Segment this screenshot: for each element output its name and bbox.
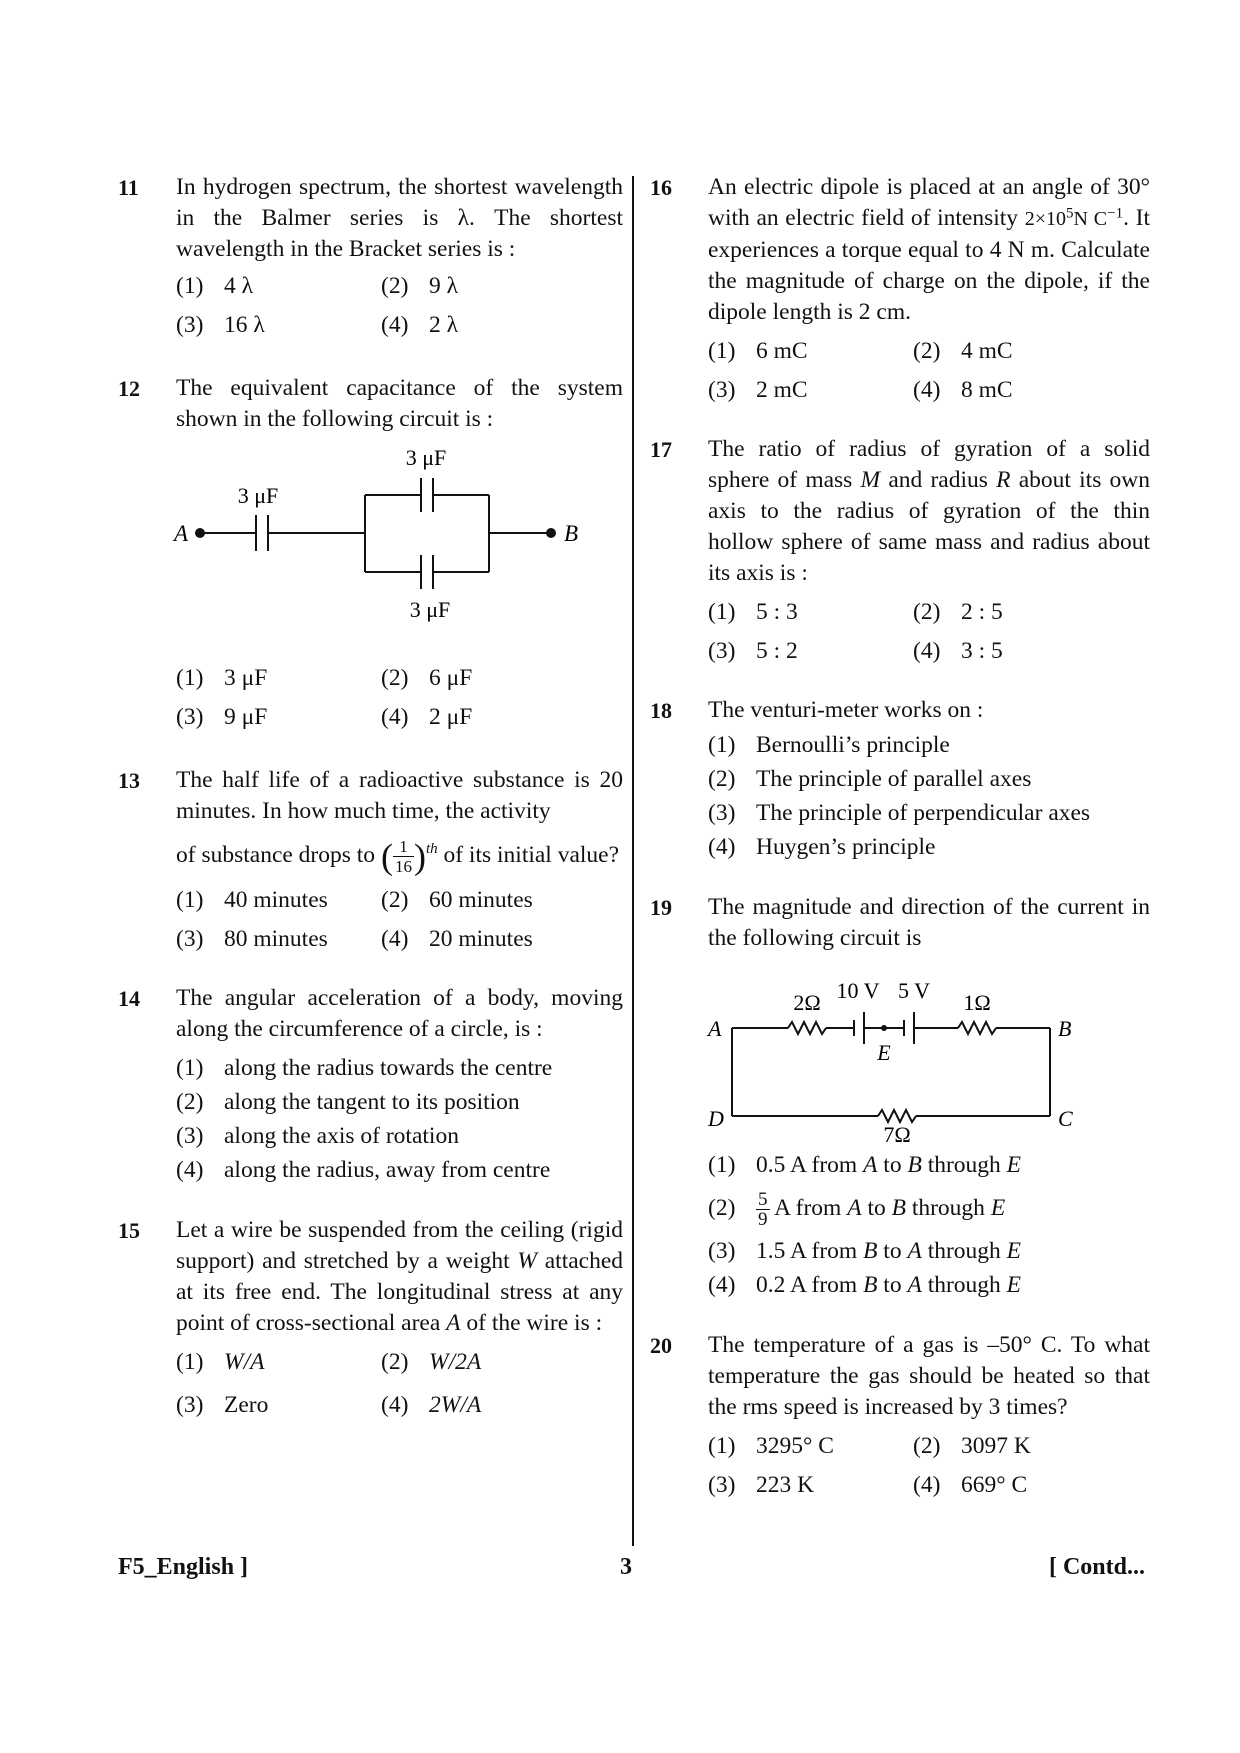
question-number: 19 <box>650 895 672 920</box>
option-2: (2) $\frac{5}{9}$ A from A to B through E <box>708 1189 1006 1231</box>
option-2: (2) 2 : 5 <box>913 599 1003 625</box>
question-12 <box>118 373 623 733</box>
battery-label-5v: 5 V <box>898 978 930 1003</box>
option-4: (4) 2 λ <box>381 312 459 338</box>
question-number: 14 <box>118 985 140 1011</box>
column-divider <box>632 176 634 1546</box>
option-1: (1) 6 mC <box>708 338 808 364</box>
option-3: (3) 16 λ <box>176 312 265 338</box>
option-4: (4) 20 minutes <box>381 925 533 952</box>
left-column <box>118 172 623 1421</box>
option-1: (1) 3295° C <box>708 1433 834 1459</box>
option-3: (3) 223 K <box>708 1472 815 1498</box>
option-2: (2) 3097 K <box>913 1433 1031 1459</box>
question-text: The temperature of a gas is –50° C. To what temperature the gas should be heated so that the rms speed is increased by 3 times? <box>708 1332 1150 1420</box>
option-3: (3) 2 mC <box>708 377 808 403</box>
capacitor-label-series: 3 μF <box>237 483 279 508</box>
footer-page-number: 3 <box>620 1554 632 1580</box>
footer-paper-code: F5_English ] <box>118 1554 249 1580</box>
option-1: (1) 5 : 3 <box>708 599 798 625</box>
question-number: 20 <box>650 1333 672 1358</box>
option-4: (4) 3 : 5 <box>913 638 1003 664</box>
label-d: D <box>708 1106 724 1131</box>
option-3: (3) 9 μF <box>176 704 268 730</box>
label-a: A <box>174 521 189 546</box>
resistor-battery-circuit-diagram <box>708 964 1138 1147</box>
question-text: The angular acceleration of a body, moving along the circumference of a circle, is : <box>176 984 623 1042</box>
fraction-one-sixteenth: ( $\frac{1}{16}$ )$^{th}$ <box>380 836 438 877</box>
label-b: B <box>1058 1016 1072 1041</box>
option-3: (3) 80 minutes <box>176 925 328 952</box>
question-15 <box>118 1215 623 1421</box>
options <box>708 728 1150 864</box>
question-20 <box>650 1330 1150 1501</box>
options <box>176 885 623 955</box>
question-text: The equivalent capacitance of the system shown in the following circuit is : <box>176 375 623 432</box>
question-text: The magnitude and direction of the current in the following circuit is <box>708 894 1150 951</box>
option-4: (4) along the radius, away from centre <box>176 1156 551 1183</box>
question-13 <box>118 765 623 955</box>
option-4: (4) 669° C <box>913 1472 1028 1498</box>
question-text: The venturi-meter works on : <box>708 697 984 723</box>
question-number: 17 <box>650 437 672 462</box>
field-intensity-value: $2\times 10^5N$ $C^{-1}$ <box>1024 205 1124 230</box>
option-3: (3) along the axis of rotation <box>176 1122 459 1149</box>
option-3: (3) The principle of perpendicular axes <box>708 800 1091 826</box>
question-14 <box>118 983 623 1187</box>
capacitor-label-top: 3 μF <box>405 445 447 470</box>
question-text: An electric dipole is placed at an angle of 30° with an electric field of intensity $2\times 10^5N$ $C^{-1}$. It experiences a torque equal to 4 N m. Calculate the magnitude of charge on the dipole, if the dipole length is 2 cm. <box>708 174 1150 325</box>
option-1: (1) 0.5 A from A to B through E <box>708 1152 1022 1178</box>
option-4: (4) 8 mC <box>913 377 1013 403</box>
options <box>708 1431 1150 1501</box>
options <box>708 336 1150 406</box>
option-2: (2) The principle of parallel axes <box>708 766 1032 792</box>
option-1: (1) 40 minutes <box>176 886 328 913</box>
footer-continued: [ Contd... <box>1048 1554 1145 1580</box>
question-18 <box>650 695 1150 864</box>
option-3: (3) 5 : 2 <box>708 638 798 664</box>
battery-label-10v: 10 V <box>836 978 880 1003</box>
question-number: 13 <box>118 768 140 793</box>
question-number: 16 <box>650 175 672 200</box>
option-2: (2) 9 λ <box>381 273 459 299</box>
question-text: The ratio of radius of gyration of a solid sphere of mass M and radius R about its own axis to the radius of gyration of the thin hollow sphere of same mass and radius about its axis is : <box>708 436 1151 586</box>
question-text: The half life of a radioactive substance is 20 minutes. In how much time, the activity of substance drops to ( $\frac{1}{16}$ )$^{th}$ of its initial value? <box>176 767 623 877</box>
options <box>176 663 623 733</box>
option-4: (4) Huygen’s principle <box>708 834 936 860</box>
label-b: B <box>564 521 579 546</box>
question-text: In hydrogen spectrum, the shortest wavelength in the Balmer series is λ. The shortest wavelength in the Bracket series is : <box>176 174 623 262</box>
option-1: (1) Bernoulli’s principle <box>708 732 950 758</box>
question-text: Let a wire be suspended from the ceiling (rigid support) and stretched by a weight W attached at its free end. The longitudinal stress at any point of cross-sectional area A of the wire is : <box>176 1216 624 1336</box>
question-16 <box>650 172 1150 406</box>
option-4: (4) 2W/A <box>381 1391 482 1418</box>
junction-e <box>881 1025 887 1031</box>
question-17 <box>650 434 1150 667</box>
option-2: (2) along the tangent to its position <box>176 1088 520 1115</box>
label-c: C <box>1058 1106 1073 1131</box>
question-number: 18 <box>650 698 672 723</box>
right-column <box>650 172 1150 1501</box>
question-number: 12 <box>118 376 140 401</box>
resistor-label-7ohm: 7Ω <box>883 1122 911 1147</box>
option-4: (4) 0.2 A from B to A through E <box>708 1272 1022 1298</box>
question-number: 15 <box>118 1217 140 1243</box>
terminal-b <box>547 529 555 537</box>
options <box>176 1051 623 1187</box>
question-19 <box>650 892 1150 1302</box>
label-a: A <box>708 1016 722 1041</box>
option-4: (4) 2 μF <box>381 704 473 730</box>
terminal-a <box>196 529 204 537</box>
options <box>176 1347 623 1421</box>
options <box>708 1148 1150 1302</box>
option-1: (1) 3 μF <box>176 665 268 691</box>
option-2: (2) 6 μF <box>381 665 473 691</box>
question-11 <box>118 172 623 341</box>
option-1: (1) 4 λ <box>176 273 254 299</box>
option-1: (1) along the radius towards the centre <box>176 1054 553 1081</box>
option-2: (2) 4 mC <box>913 338 1013 364</box>
option-2: (2) W/2A <box>381 1348 482 1375</box>
option-2: (2) 60 minutes <box>381 886 533 913</box>
option-3: (3) Zero <box>176 1391 269 1418</box>
question-number: 11 <box>118 175 139 200</box>
option-3: (3) 1.5 A from B to A through E <box>708 1238 1022 1264</box>
options <box>176 271 623 341</box>
label-e: E <box>877 1040 891 1065</box>
resistor-label-2ohm: 2Ω <box>793 990 821 1015</box>
capacitor-label-bottom: 3 μF <box>409 597 451 622</box>
resistor-label-1ohm: 1Ω <box>963 990 991 1015</box>
option-1: (1) W/A <box>176 1348 265 1375</box>
capacitor-circuit-diagram <box>118 445 579 645</box>
options <box>708 597 1150 667</box>
